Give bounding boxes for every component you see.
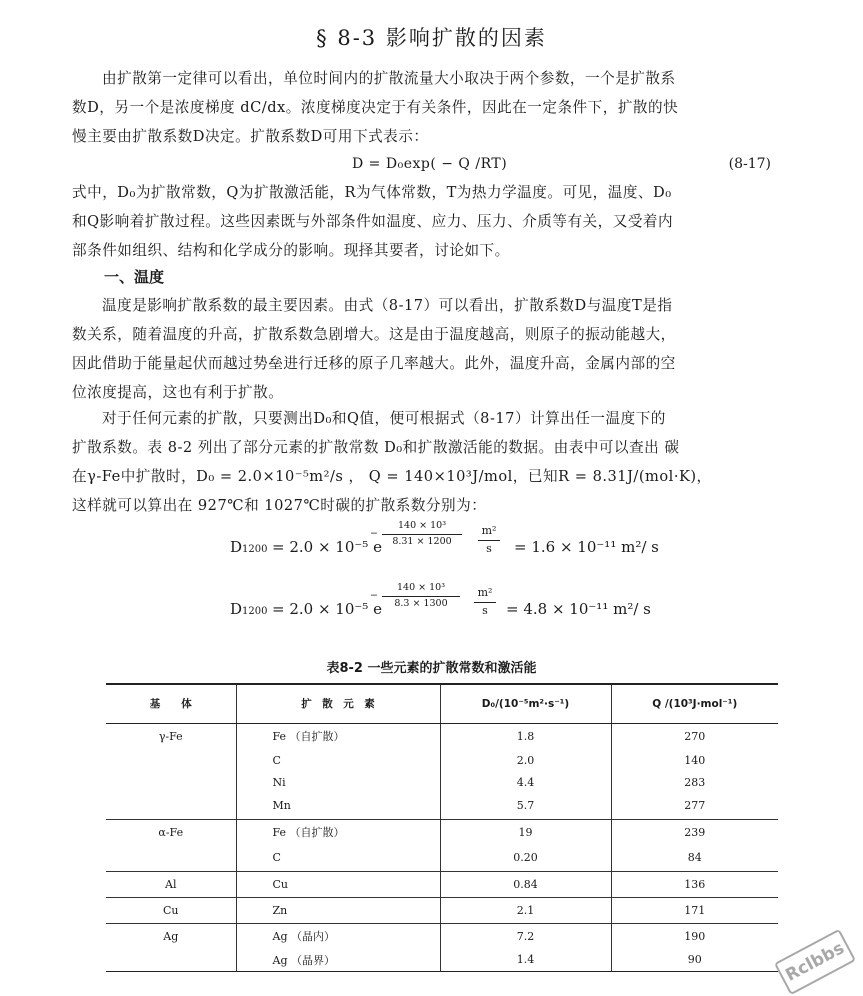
table-cell: Zn <box>236 897 440 923</box>
table-cell <box>106 845 236 871</box>
text-line: 这样就可以算出在 927℃和 1027℃时碳的扩散系数分别为： <box>72 497 487 514</box>
table-cell <box>106 949 236 971</box>
section-title: § 8-3 影响扩散的因素 <box>316 26 547 50</box>
table-cell: Cu <box>106 897 236 923</box>
paragraph-definitions <box>72 178 784 265</box>
table-cell: Cu <box>236 871 440 897</box>
formula-d1200-a <box>230 520 670 570</box>
exponent-minus: − <box>370 528 378 539</box>
table-row <box>106 771 778 793</box>
table-cell: 136 <box>611 871 778 897</box>
table-cell: 190 <box>684 929 706 943</box>
table-row <box>106 723 778 749</box>
formula-result: = 1.6 × 10⁻¹¹ m²/ s <box>514 538 659 556</box>
text-line: 对于任何元素的扩散，只要测出D₀和Q值，便可根据式（8-17）计算出任一温度下的 <box>102 410 666 427</box>
formula-coefficient: = 2.0 × 10⁻⁵ e <box>272 538 382 556</box>
exponent-numerator: 140 × 10³ <box>396 582 446 593</box>
exponent-numerator: 140 × 10³ <box>397 520 447 531</box>
table-cell <box>106 771 236 793</box>
table-cell: 1.8 <box>440 723 611 749</box>
table-cell: 239 <box>684 825 706 839</box>
text-line: 因此借助于能量起伏而越过势垒进行迁移的原子几率越大。此外，温度升高，金属内部的空 <box>72 355 676 372</box>
text-line: 数关系，随着温度的升高，扩散系数急剧增大。这是由于温度越高，则原子的振动能越大， <box>72 326 676 343</box>
diffusion-table <box>106 683 778 972</box>
exponent-minus: − <box>370 590 378 601</box>
paragraph-intro <box>72 64 784 151</box>
formula-result: = 4.8 × 10⁻¹¹ m²/ s <box>506 600 651 618</box>
table-row <box>106 819 778 845</box>
table-row <box>106 897 778 923</box>
unit-fraction-bar <box>474 602 496 603</box>
paragraph-calculation <box>72 404 784 520</box>
text-line: 温度是影响扩散系数的最主要因素。由式（8-17）可以看出，扩散系数D与温度T是指 <box>102 297 673 314</box>
table-cell <box>106 749 236 771</box>
text-line: 位浓度提高，这也有利于扩散。 <box>72 384 284 401</box>
text-line: 由扩散第一定律可以看出，单位时间内的扩散流量大小取决于两个参数，一个是扩散系 <box>102 70 676 87</box>
table-cell: 171 <box>611 897 778 923</box>
table-cell: Fe （自扩散） <box>236 723 440 749</box>
text-line: 扩散系数。表 8-2 列出了部分元素的扩散常数 D₀和扩散激活能的数据。由表中可以查出 碳 <box>72 439 680 456</box>
table-cell: 1.4 <box>440 949 611 971</box>
table-cell: 2.1 <box>440 897 611 923</box>
table-row <box>106 793 778 819</box>
table-cell: 0.84 <box>440 871 611 897</box>
table-cell: 90 <box>611 949 778 971</box>
table-cell: Ag （晶内） <box>236 923 440 949</box>
table-caption: 表8-2 一些元素的扩散常数和激活能 <box>326 661 537 676</box>
table-cell: C <box>236 749 440 771</box>
text-line: 数D，另一个是浓度梯度 dC/dx。浓度梯度决定于有关条件，因此在一定条件下，扩散的快 <box>72 99 679 116</box>
table-cell: Ni <box>236 771 440 793</box>
unit-numerator: m² <box>481 524 497 537</box>
table-cell: 2.0 <box>440 749 611 771</box>
watermark-stamp: Rclbbs <box>774 929 856 996</box>
text-line: 和Q影响着扩散过程。这些因素既与外部条件如温度、应力、压力、介质等有关，又受着内 <box>72 213 674 230</box>
table-row <box>106 949 778 971</box>
table-cell: Al <box>106 871 236 897</box>
table-cell: Ag <box>106 923 236 949</box>
text-line: 部条件如组织、结构和化学成分的影响。现择其要者，讨论如下。 <box>72 242 510 259</box>
table-cell: 283 <box>684 775 706 789</box>
text-line: 慢主要由扩散系数D决定。扩散系数D可用下式表示： <box>72 128 429 145</box>
table-cell: 4.4 <box>440 771 611 793</box>
formula-coefficient: = 2.0 × 10⁻⁵ e <box>272 600 382 618</box>
table-cell: 7.2 <box>440 923 611 949</box>
text-line: 在γ-Fe中扩散时，D₀ = 2.0×10⁻⁵m²/s ， Q = 140×10³J/mol，已知R = 8.31J/(mol·K)， <box>72 468 712 485</box>
exponent-denominator: 8.3 × 1300 <box>394 598 448 609</box>
formula-lhs-subscript: 1200 <box>242 544 268 555</box>
table-cell: Ag （晶界） <box>236 949 440 971</box>
table-row <box>106 923 778 949</box>
table-header-row <box>106 684 778 723</box>
exponent-fraction-bar <box>382 534 462 535</box>
table-cell: α-Fe <box>106 819 236 845</box>
equation-number: (8-17) <box>728 156 771 172</box>
unit-numerator: m² <box>477 586 493 599</box>
exponent-denominator: 8.31 × 1200 <box>392 536 452 547</box>
table-cell: C <box>236 845 440 871</box>
table-cell: 5.7 <box>440 793 611 819</box>
table-cell: 277 <box>611 793 778 819</box>
table-cell: 84 <box>611 845 778 871</box>
formula-lhs-subscript: 1200 <box>242 606 268 617</box>
formula-d1200-b <box>230 582 670 632</box>
table-cell: Mn <box>236 793 440 819</box>
table-cell: Fe （自扩散） <box>236 819 440 845</box>
table-cell <box>106 793 236 819</box>
exponent-fraction-bar <box>382 596 460 597</box>
table-cell: 19 <box>440 819 611 845</box>
equation-8-17: D = D₀exp( − Q /RT) <box>352 156 508 172</box>
column-header: 基 体 <box>106 684 236 723</box>
formula-lhs: D <box>230 600 243 618</box>
formula-lhs: D <box>230 538 243 556</box>
column-header: 扩 散 元 素 <box>236 684 440 723</box>
column-header: Q /(10³J·mol⁻¹) <box>611 684 778 723</box>
table-cell: γ-Fe <box>106 723 236 749</box>
table-cell: 270 <box>684 729 706 743</box>
table-row <box>106 749 778 771</box>
text-line: 式中，D₀为扩散常数，Q为扩散激活能，R为气体常数，T为热力学温度。可见，温度、D₀ <box>72 184 672 201</box>
table-cell: 0.20 <box>440 845 611 871</box>
unit-fraction-bar <box>478 540 500 541</box>
table-cell: 140 <box>684 753 706 767</box>
subsection-heading: 一、温度 <box>104 268 165 286</box>
unit-denominator: s <box>482 604 488 617</box>
column-header: D₀/(10⁻⁵m²·s⁻¹) <box>440 684 611 723</box>
paragraph-temperature <box>72 291 784 407</box>
unit-denominator: s <box>486 542 492 555</box>
table-row <box>106 871 778 897</box>
table-row <box>106 845 778 871</box>
